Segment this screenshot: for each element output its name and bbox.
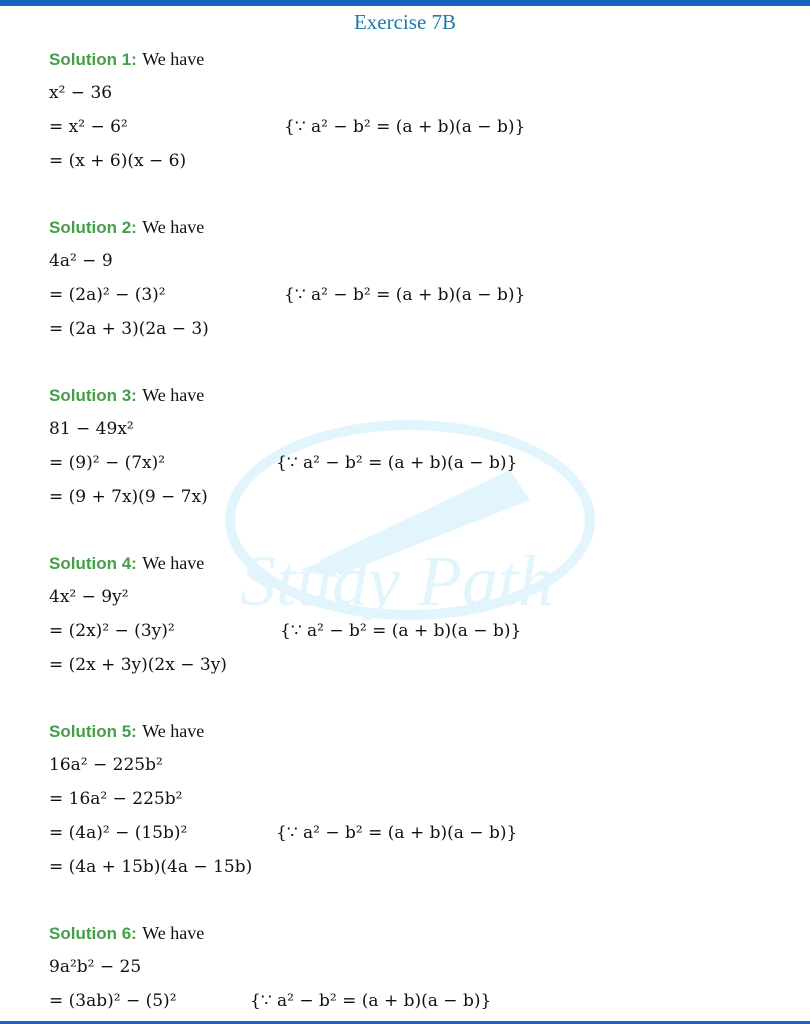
math-line: 9a²b² − 25 — [49, 957, 142, 977]
solution-1-heading — [49, 48, 204, 71]
watermark-pen-icon — [210, 410, 610, 650]
solution-intro: We have — [142, 553, 205, 573]
identity-note: {∵ a² − b² = (a + b)(a − b)} — [276, 823, 518, 843]
solution-label: Solution 6: — [49, 924, 137, 943]
math-line: = (4a)² − (15b)² — [49, 823, 188, 843]
math-line: = (9 + 7x)(9 − 7x) — [49, 487, 208, 507]
math-line: 81 − 49x² — [49, 419, 134, 439]
solution-intro: We have — [142, 49, 205, 69]
solution-4-heading — [49, 552, 204, 575]
solution-2-heading — [49, 216, 204, 239]
solution-5-heading — [49, 720, 204, 743]
math-line: = (2a + 3)(2a − 3) — [49, 319, 209, 339]
solution-intro: We have — [142, 385, 205, 405]
math-line: 4x² − 9y² — [49, 587, 129, 607]
solution-label: Solution 5: — [49, 722, 137, 741]
identity-note: {∵ a² − b² = (a + b)(a − b)} — [250, 991, 492, 1011]
identity-note: {∵ a² − b² = (a + b)(a − b)} — [284, 117, 526, 137]
page-title: Exercise 7B — [353, 10, 457, 34]
identity-note: {∵ a² − b² = (a + b)(a − b)} — [284, 285, 526, 305]
math-line: = 16a² − 225b² — [49, 789, 183, 809]
math-line: = (x + 6)(x − 6) — [49, 151, 187, 171]
solution-6-heading — [49, 922, 204, 945]
math-line: 4a² − 9 — [49, 251, 113, 271]
solution-intro: We have — [142, 923, 205, 943]
math-line: 16a² − 225b² — [49, 755, 163, 775]
math-line: = (3ab)² − (5)² — [49, 991, 177, 1011]
math-line: = (2x)² − (3y)² — [49, 621, 175, 641]
identity-note: {∵ a² − b² = (a + b)(a − b)} — [276, 453, 518, 473]
math-line: = (9)² − (7x)² — [49, 453, 166, 473]
solution-3-heading — [49, 384, 204, 407]
math-line: = x² − 6² — [49, 117, 128, 137]
solution-label: Solution 2: — [49, 218, 137, 237]
identity-note: {∵ a² − b² = (a + b)(a − b)} — [280, 621, 522, 641]
watermark — [210, 410, 610, 650]
solution-label: Solution 1: — [49, 50, 137, 69]
watermark-text: Study Path — [240, 541, 554, 621]
solution-label: Solution 3: — [49, 386, 137, 405]
solution-intro: We have — [142, 217, 205, 237]
math-line: = (4a + 15b)(4a − 15b) — [49, 857, 253, 877]
solution-label: Solution 4: — [49, 554, 137, 573]
top-accent-bar — [0, 0, 810, 6]
math-line: = (2a)² − (3)² — [49, 285, 166, 305]
math-line: = (2x + 3y)(2x − 3y) — [49, 655, 227, 675]
solution-intro: We have — [142, 721, 205, 741]
math-line: x² − 36 — [49, 83, 113, 103]
